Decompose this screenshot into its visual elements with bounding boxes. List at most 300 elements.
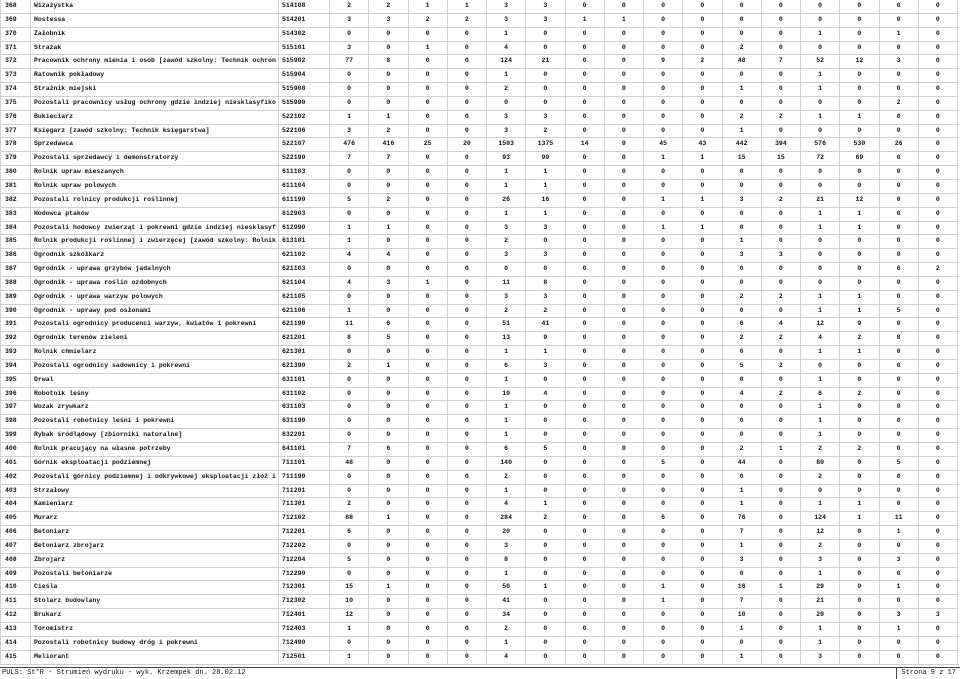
value-cell: 0 — [644, 360, 683, 373]
value-cell: 0 — [448, 526, 487, 539]
table-row — [1, 346, 959, 360]
value-cell: 21 — [801, 595, 840, 608]
occupation-code: 522106 — [279, 125, 330, 138]
value-cell: 7 — [723, 526, 762, 539]
value-cell: 0 — [448, 235, 487, 248]
value-cell: 0 — [919, 222, 958, 235]
value-cell: 0 — [605, 263, 644, 276]
value-cell: 0 — [880, 429, 919, 442]
value-cell: 0 — [487, 263, 526, 276]
value-cell: 0 — [723, 222, 762, 235]
value-cell: 0 — [566, 429, 605, 442]
value-cell: 69 — [840, 152, 879, 165]
occupation-name: Pozostali hodowcy zwierząt i pokrewni gdzie indziej niesklasyf — [31, 222, 279, 235]
value-cell: 0 — [919, 97, 958, 110]
value-cell: 0 — [330, 401, 369, 414]
value-cell: 0 — [448, 69, 487, 82]
value-cell: 1 — [526, 166, 565, 179]
value-cell: 0 — [880, 360, 919, 373]
value-cell: 0 — [762, 305, 801, 318]
value-cell: 0 — [644, 568, 683, 581]
value-cell: 3 — [487, 291, 526, 304]
value-cell: 0 — [683, 125, 722, 138]
value-cell: 1 — [526, 498, 565, 511]
value-cell: 2 — [880, 97, 919, 110]
value-cell: 0 — [840, 180, 879, 193]
value-cell: 0 — [840, 637, 879, 650]
value-cell: 0 — [723, 471, 762, 484]
value-cell: 0 — [566, 305, 605, 318]
row-number: 410 — [1, 581, 31, 594]
value-cell: 0 — [330, 568, 369, 581]
occupation-name: Pozostali sprzedawcy i demonstratorzy — [31, 152, 279, 165]
value-cell: 0 — [644, 332, 683, 345]
value-cell: 0 — [526, 415, 565, 428]
table-row — [1, 637, 959, 651]
value-cell: 5 — [723, 360, 762, 373]
value-cell: 0 — [409, 485, 448, 498]
occupation-code: 712290 — [279, 568, 330, 581]
value-cell: 0 — [644, 208, 683, 221]
row-number: 384 — [1, 222, 31, 235]
value-cell: 0 — [919, 138, 958, 151]
value-cell: 0 — [369, 623, 408, 636]
value-cell: 0 — [566, 457, 605, 470]
occupation-name: Kamieniarz — [31, 498, 279, 511]
value-cell: 442 — [723, 138, 762, 151]
value-cell: 1 — [644, 581, 683, 594]
value-cell: 0 — [605, 291, 644, 304]
occupation-name: Rolnik upraw mieszanych — [31, 166, 279, 179]
value-cell: 14 — [566, 138, 605, 151]
value-cell: 0 — [566, 97, 605, 110]
value-cell: 0 — [448, 305, 487, 318]
value-cell: 0 — [526, 457, 565, 470]
row-number: 376 — [1, 111, 31, 124]
value-cell: 0 — [409, 623, 448, 636]
value-cell: 1 — [801, 111, 840, 124]
value-cell: 0 — [369, 485, 408, 498]
value-cell: 4 — [801, 332, 840, 345]
value-cell: 7 — [330, 152, 369, 165]
value-cell: 1 — [723, 485, 762, 498]
value-cell: 0 — [526, 637, 565, 650]
page-footer — [0, 667, 960, 679]
value-cell: 0 — [448, 401, 487, 414]
occupation-name: Murarz — [31, 512, 279, 525]
value-cell: 0 — [880, 194, 919, 207]
value-cell: 1 — [487, 637, 526, 650]
value-cell: 0 — [605, 28, 644, 41]
value-cell: 0 — [919, 623, 958, 636]
value-cell: 0 — [919, 0, 958, 13]
value-cell: 0 — [880, 208, 919, 221]
value-cell: 0 — [330, 69, 369, 82]
value-cell: 15 — [723, 152, 762, 165]
value-cell: 93 — [487, 152, 526, 165]
occupation-code: 515990 — [279, 97, 330, 110]
value-cell: 0 — [644, 498, 683, 511]
value-cell: 0 — [683, 443, 722, 456]
value-cell: 1 — [840, 111, 879, 124]
value-cell: 1 — [487, 401, 526, 414]
value-cell: 0 — [919, 318, 958, 331]
value-cell: 2 — [409, 14, 448, 27]
occupation-name: Toromistrz — [31, 623, 279, 636]
value-cell: 0 — [840, 69, 879, 82]
value-cell: 0 — [880, 42, 919, 55]
value-cell: 0 — [448, 485, 487, 498]
value-cell: 1 — [369, 360, 408, 373]
occupation-code: 712204 — [279, 554, 330, 567]
value-cell: 0 — [919, 637, 958, 650]
value-cell: 7 — [762, 55, 801, 68]
value-cell: 0 — [880, 166, 919, 179]
value-cell: 0 — [409, 263, 448, 276]
value-cell: 1 — [330, 222, 369, 235]
value-cell: 0 — [723, 277, 762, 290]
value-cell: 0 — [644, 637, 683, 650]
value-cell: 2 — [840, 332, 879, 345]
row-number: 391 — [1, 318, 31, 331]
value-cell: 0 — [330, 166, 369, 179]
value-cell: 0 — [409, 291, 448, 304]
table-row — [1, 554, 959, 568]
value-cell: 0 — [919, 180, 958, 193]
occupation-name: Strażnik miejski — [31, 83, 279, 96]
value-cell: 0 — [683, 595, 722, 608]
value-cell: 0 — [840, 235, 879, 248]
value-cell: 0 — [919, 498, 958, 511]
value-cell: 1 — [801, 305, 840, 318]
value-cell: 0 — [880, 152, 919, 165]
value-cell: 0 — [330, 429, 369, 442]
value-cell: 0 — [840, 568, 879, 581]
value-cell: 0 — [840, 42, 879, 55]
value-cell: 7 — [369, 152, 408, 165]
value-cell: 0 — [840, 125, 879, 138]
occupation-code: 611103 — [279, 166, 330, 179]
value-cell: 0 — [526, 235, 565, 248]
table-row — [1, 485, 959, 499]
value-cell: 1 — [801, 429, 840, 442]
occupation-name: Ogrodnik - uprawa grzybów jadalnych — [31, 263, 279, 276]
value-cell: 0 — [566, 222, 605, 235]
value-cell: 2 — [801, 471, 840, 484]
value-cell: 0 — [566, 568, 605, 581]
occupation-name: Ogrodnik - uprawy pod osłonami — [31, 305, 279, 318]
value-cell: 9 — [644, 55, 683, 68]
value-cell: 0 — [526, 429, 565, 442]
value-cell: 0 — [840, 485, 879, 498]
occupation-code: 712302 — [279, 595, 330, 608]
value-cell: 9 — [840, 318, 879, 331]
value-cell: 10 — [487, 388, 526, 401]
value-cell: 0 — [880, 415, 919, 428]
value-cell: 0 — [566, 637, 605, 650]
occupation-name: Księgarz [zawód szkolny: Technik księgarstwa] — [31, 125, 279, 138]
value-cell: 4 — [487, 498, 526, 511]
value-cell: 48 — [723, 55, 762, 68]
value-cell: 0 — [683, 42, 722, 55]
value-cell: 0 — [566, 277, 605, 290]
value-cell: 0 — [644, 651, 683, 664]
value-cell: 0 — [605, 222, 644, 235]
value-cell: 0 — [409, 332, 448, 345]
occupation-code: 621104 — [279, 277, 330, 290]
value-cell: 0 — [605, 249, 644, 262]
value-cell: 0 — [723, 14, 762, 27]
value-cell: 0 — [919, 526, 958, 539]
value-cell: 0 — [723, 637, 762, 650]
value-cell: 12 — [801, 318, 840, 331]
value-cell: 0 — [330, 180, 369, 193]
value-cell: 0 — [644, 14, 683, 27]
value-cell: 0 — [409, 415, 448, 428]
value-cell: 0 — [330, 540, 369, 553]
value-cell: 0 — [880, 401, 919, 414]
value-cell: 44 — [723, 457, 762, 470]
occupation-code: 712401 — [279, 609, 330, 622]
value-cell: 20 — [801, 609, 840, 622]
occupation-code: 711201 — [279, 485, 330, 498]
value-cell: 0 — [880, 111, 919, 124]
row-number: 412 — [1, 609, 31, 622]
value-cell: 0 — [605, 277, 644, 290]
value-cell: 0 — [762, 637, 801, 650]
value-cell: 0 — [448, 263, 487, 276]
value-cell: 5 — [880, 305, 919, 318]
value-cell: 1 — [723, 235, 762, 248]
occupation-name: Ogrodnik - uprawa roślin ozdobnych — [31, 277, 279, 290]
value-cell: 0 — [801, 14, 840, 27]
value-cell: 1 — [840, 512, 879, 525]
value-cell: 0 — [644, 180, 683, 193]
value-cell: 0 — [448, 97, 487, 110]
occupation-name: Hodowca ptaków — [31, 208, 279, 221]
row-number: 403 — [1, 485, 31, 498]
row-number: 386 — [1, 249, 31, 262]
value-cell: 3 — [723, 554, 762, 567]
row-number: 405 — [1, 512, 31, 525]
value-cell: 0 — [526, 554, 565, 567]
occupation-name: Bukieciarz — [31, 111, 279, 124]
value-cell: 0 — [919, 401, 958, 414]
value-cell: 0 — [566, 111, 605, 124]
value-cell: 3 — [801, 651, 840, 664]
value-cell: 0 — [840, 526, 879, 539]
value-cell: 13 — [487, 332, 526, 345]
value-cell: 0 — [566, 581, 605, 594]
occupation-name: Cieśla — [31, 581, 279, 594]
value-cell: 0 — [723, 263, 762, 276]
value-cell: 1 — [840, 291, 879, 304]
value-cell: 0 — [566, 180, 605, 193]
value-cell: 0 — [919, 14, 958, 27]
value-cell: 0 — [683, 69, 722, 82]
table-row — [1, 429, 959, 443]
value-cell: 0 — [566, 485, 605, 498]
value-cell: 77 — [330, 55, 369, 68]
value-cell: 1503 — [487, 138, 526, 151]
table-row — [1, 208, 959, 222]
value-cell: 1 — [526, 346, 565, 359]
value-cell: 0 — [369, 305, 408, 318]
value-cell: 0 — [409, 526, 448, 539]
table-row — [1, 0, 959, 14]
value-cell: 0 — [880, 291, 919, 304]
table-row — [1, 28, 959, 42]
value-cell: 0 — [880, 180, 919, 193]
value-cell: 0 — [605, 443, 644, 456]
occupation-code: 613101 — [279, 235, 330, 248]
value-cell: 3 — [526, 360, 565, 373]
value-cell: 0 — [644, 540, 683, 553]
value-cell: 0 — [644, 125, 683, 138]
value-cell: 1 — [369, 111, 408, 124]
value-cell: 3 — [919, 609, 958, 622]
value-cell: 25 — [409, 138, 448, 151]
value-cell: 0 — [723, 346, 762, 359]
value-cell: 0 — [683, 291, 722, 304]
value-cell: 0 — [605, 388, 644, 401]
value-cell: 416 — [369, 138, 408, 151]
value-cell: 0 — [801, 249, 840, 262]
value-cell: 12 — [840, 55, 879, 68]
row-number: 400 — [1, 443, 31, 456]
value-cell: 1 — [762, 581, 801, 594]
value-cell: 0 — [369, 415, 408, 428]
occupation-name: Pozostali pracownicy usług ochrony gdzie indziej niesklasyfiko — [31, 97, 279, 110]
value-cell: 0 — [566, 651, 605, 664]
value-cell: 0 — [919, 457, 958, 470]
value-cell: 0 — [762, 540, 801, 553]
value-cell: 1 — [330, 623, 369, 636]
value-cell: 0 — [409, 152, 448, 165]
value-cell: 41 — [526, 318, 565, 331]
value-cell: 0 — [762, 651, 801, 664]
value-cell: 1 — [683, 222, 722, 235]
value-cell: 1 — [840, 222, 879, 235]
value-cell: 0 — [880, 485, 919, 498]
value-cell: 0 — [448, 429, 487, 442]
value-cell: 0 — [880, 568, 919, 581]
value-cell: 0 — [605, 512, 644, 525]
value-cell: 0 — [369, 554, 408, 567]
value-cell: 1375 — [526, 138, 565, 151]
value-cell: 0 — [409, 83, 448, 96]
value-cell: 0 — [409, 443, 448, 456]
value-cell: 0 — [409, 374, 448, 387]
occupation-name: Strzałowy — [31, 485, 279, 498]
value-cell: 1 — [487, 180, 526, 193]
table-row — [1, 138, 959, 152]
value-cell: 0 — [409, 318, 448, 331]
value-cell: 7 — [723, 595, 762, 608]
value-cell: 3 — [487, 125, 526, 138]
value-cell: 1 — [644, 152, 683, 165]
value-cell: 0 — [526, 69, 565, 82]
value-cell: 2 — [487, 83, 526, 96]
row-number: 389 — [1, 291, 31, 304]
occupation-name: Robotnik leśny — [31, 388, 279, 401]
value-cell: 0 — [762, 429, 801, 442]
value-cell: 0 — [448, 360, 487, 373]
value-cell: 0 — [762, 512, 801, 525]
value-cell: 0 — [448, 291, 487, 304]
value-cell: 0 — [919, 69, 958, 82]
value-cell: 0 — [919, 277, 958, 290]
value-cell: 0 — [448, 581, 487, 594]
value-cell: 20 — [448, 138, 487, 151]
value-cell: 0 — [840, 623, 879, 636]
value-cell: 0 — [566, 208, 605, 221]
value-cell: 0 — [762, 457, 801, 470]
value-cell: 0 — [644, 111, 683, 124]
value-cell: 0 — [409, 222, 448, 235]
row-number: 409 — [1, 568, 31, 581]
value-cell: 0 — [762, 69, 801, 82]
value-cell: 0 — [605, 360, 644, 373]
table-row — [1, 42, 959, 56]
value-cell: 0 — [566, 512, 605, 525]
occupation-name: Pozostali robotnicy leśni i pokrewni — [31, 415, 279, 428]
value-cell: 0 — [840, 166, 879, 179]
value-cell: 0 — [762, 97, 801, 110]
value-cell: 0 — [723, 97, 762, 110]
row-number: 373 — [1, 69, 31, 82]
occupation-code: 621201 — [279, 332, 330, 345]
value-cell: 0 — [683, 235, 722, 248]
value-cell: 0 — [762, 415, 801, 428]
value-cell: 0 — [644, 235, 683, 248]
table-row — [1, 277, 959, 291]
value-cell: 0 — [919, 166, 958, 179]
value-cell: 1 — [526, 180, 565, 193]
value-cell: 0 — [526, 401, 565, 414]
value-cell: 0 — [683, 14, 722, 27]
row-number: 404 — [1, 498, 31, 511]
occupation-name: Rolnik pracujący na własne potrzeby — [31, 443, 279, 456]
row-number: 385 — [1, 235, 31, 248]
value-cell: 0 — [919, 415, 958, 428]
value-cell: 0 — [526, 568, 565, 581]
value-cell: 0 — [683, 415, 722, 428]
table-row — [1, 595, 959, 609]
value-cell: 2 — [369, 0, 408, 13]
value-cell: 3 — [526, 291, 565, 304]
value-cell: 0 — [840, 457, 879, 470]
value-cell: 0 — [369, 471, 408, 484]
value-cell: 7 — [330, 443, 369, 456]
value-cell: 0 — [801, 0, 840, 13]
value-cell: 3 — [330, 14, 369, 27]
occupation-code: 515902 — [279, 55, 330, 68]
value-cell: 1 — [801, 291, 840, 304]
value-cell: 0 — [723, 0, 762, 13]
value-cell: 72 — [801, 152, 840, 165]
value-cell: 0 — [369, 28, 408, 41]
value-cell: 5 — [526, 443, 565, 456]
value-cell: 0 — [448, 180, 487, 193]
value-cell: 0 — [448, 471, 487, 484]
value-cell: 0 — [723, 166, 762, 179]
value-cell: 2 — [723, 332, 762, 345]
value-cell: 0 — [762, 498, 801, 511]
value-cell: 48 — [330, 457, 369, 470]
value-cell: 3 — [369, 14, 408, 27]
table-row — [1, 194, 959, 208]
